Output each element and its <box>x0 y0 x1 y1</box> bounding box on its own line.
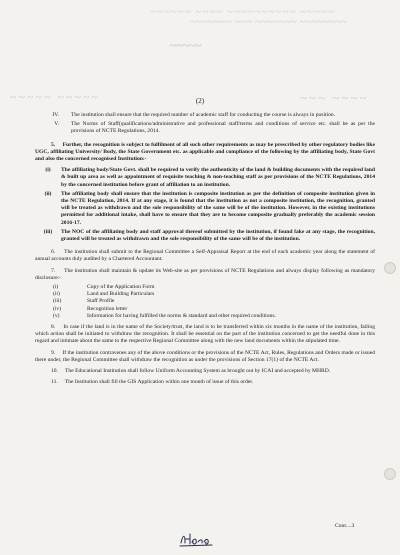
paragraph-9: 9. If the institution contravenes any of the above conditions or the provisions of the NCTE Act, Rules, Regulations and Orders made or issued there under, the Regional Committee shall withdraw the recognition as under the provisions of Section 17(1) of the NCTE Act. <box>35 349 375 363</box>
list-item: (iii) The NOC of the affiliating body and staff approval thereof submitted by the institution, if found fake at any stage, the recognition, granted will be treated as withdrawn and the sole responsibility of the same will be of the institution. <box>43 228 375 243</box>
list-item: (iv) Recognition letter <box>53 305 128 312</box>
list-item: (i) Copy of the Application Form <box>53 284 155 291</box>
bleed-through-watermark: ~~~~~~ ~~~~ ~~~~~~~~~~ ~~~~~ ~~~~~~~ ~~~ ~~~~~~~ ~~~~~~~~ ~~~~~ ~~~~~ ~~~~~ ~~~ ~~~~ <box>10 6 369 105</box>
list-item: V. The Norms of Staff(qualifications/administrative and professional staff/terms and conditions of service etc. shall be as per the provisions of NCTE Regulations, 2014. <box>54 121 375 135</box>
disclosure-list <box>35 284 375 320</box>
paragraph-10: 10. The Educational Institution shall follow Uniform Accounting System as brought out by ICAI and accepted by MHRD. <box>51 368 331 375</box>
list-item: (v) Information for having fulfilled the norms & standard and other required conditions. <box>53 312 276 319</box>
list-item: (iii) Staff Profile <box>53 298 115 305</box>
punch-hole <box>384 262 396 274</box>
punch-hole <box>384 468 396 480</box>
list-item: (ii) Land and Building Particulars <box>53 291 155 298</box>
list-item: IV. The institution shall ensure that the required number of academic staff for conducting the course is always in position. <box>52 112 336 118</box>
paragraph-5: 5. Further, the recognition is subject to fulfilment of all such other requirements as may be prescribed by other regulatory bodies like UGC, affiliating University/ Body, the State Government etc. as applicable and compliance of the following by the affiliating body, State Govt and also the concerned recognised Institution:- <box>35 141 375 163</box>
list-item: (i) The affiliating body/State Govt. shall be required to verify the authenticity of the land & building documents with the required land & built up area as well as appointment of requisite teaching & non-teaching staff as per provisions of the NCTE Regulations, 2014 by the concerned institution before grant of affiliation to an institution. <box>45 167 375 188</box>
paragraph-7: 7. The institution shall maintain & update its Web-site as per provisions of NCTE Regulations and always display following as mandatory disclosure:- <box>35 267 375 281</box>
paragraph-6: 6. The institution shall submit to the Regional Committee a Self-Appraisal Report at the end of each academic year along the statement of annual accounts duly audited by a Chartered Accountant. <box>35 249 376 263</box>
document-body <box>35 112 375 391</box>
paragraph-8: 8. In case if the land is in the name of the Society/trust, the land is to be transferred within six months in the name of the institution, failing which action shall be initiated to withdraw the recognition. It shall be essential on the part of the institution concerned to get the needful done in this regard and intimate about the same to the respective Regional Committee along with the new land documents within the stipulated time. <box>35 324 375 345</box>
page-number: (2) <box>195 97 205 105</box>
signature-initials <box>178 530 218 548</box>
paragraph-11: 11. The Institution shall fill the GIS Application within one month of issue of this order. <box>51 379 254 386</box>
list-item: (ii) The affiliating body shall ensure that the institution is composite institution as per the definition of composite institution given in the NCTE Regulation, 2014. If at any stage, it is found that the institution as not a composite institution, the recognition, granted will be treated as withdrawn and the sole responsibility of the same will be of the institution. However, in the existing institutions permitted for additional intake, shall have to ensure that they are to become composite gradually preferably the academic session 2016-17. <box>44 190 375 226</box>
continued-note: Cont....3 <box>335 523 355 529</box>
